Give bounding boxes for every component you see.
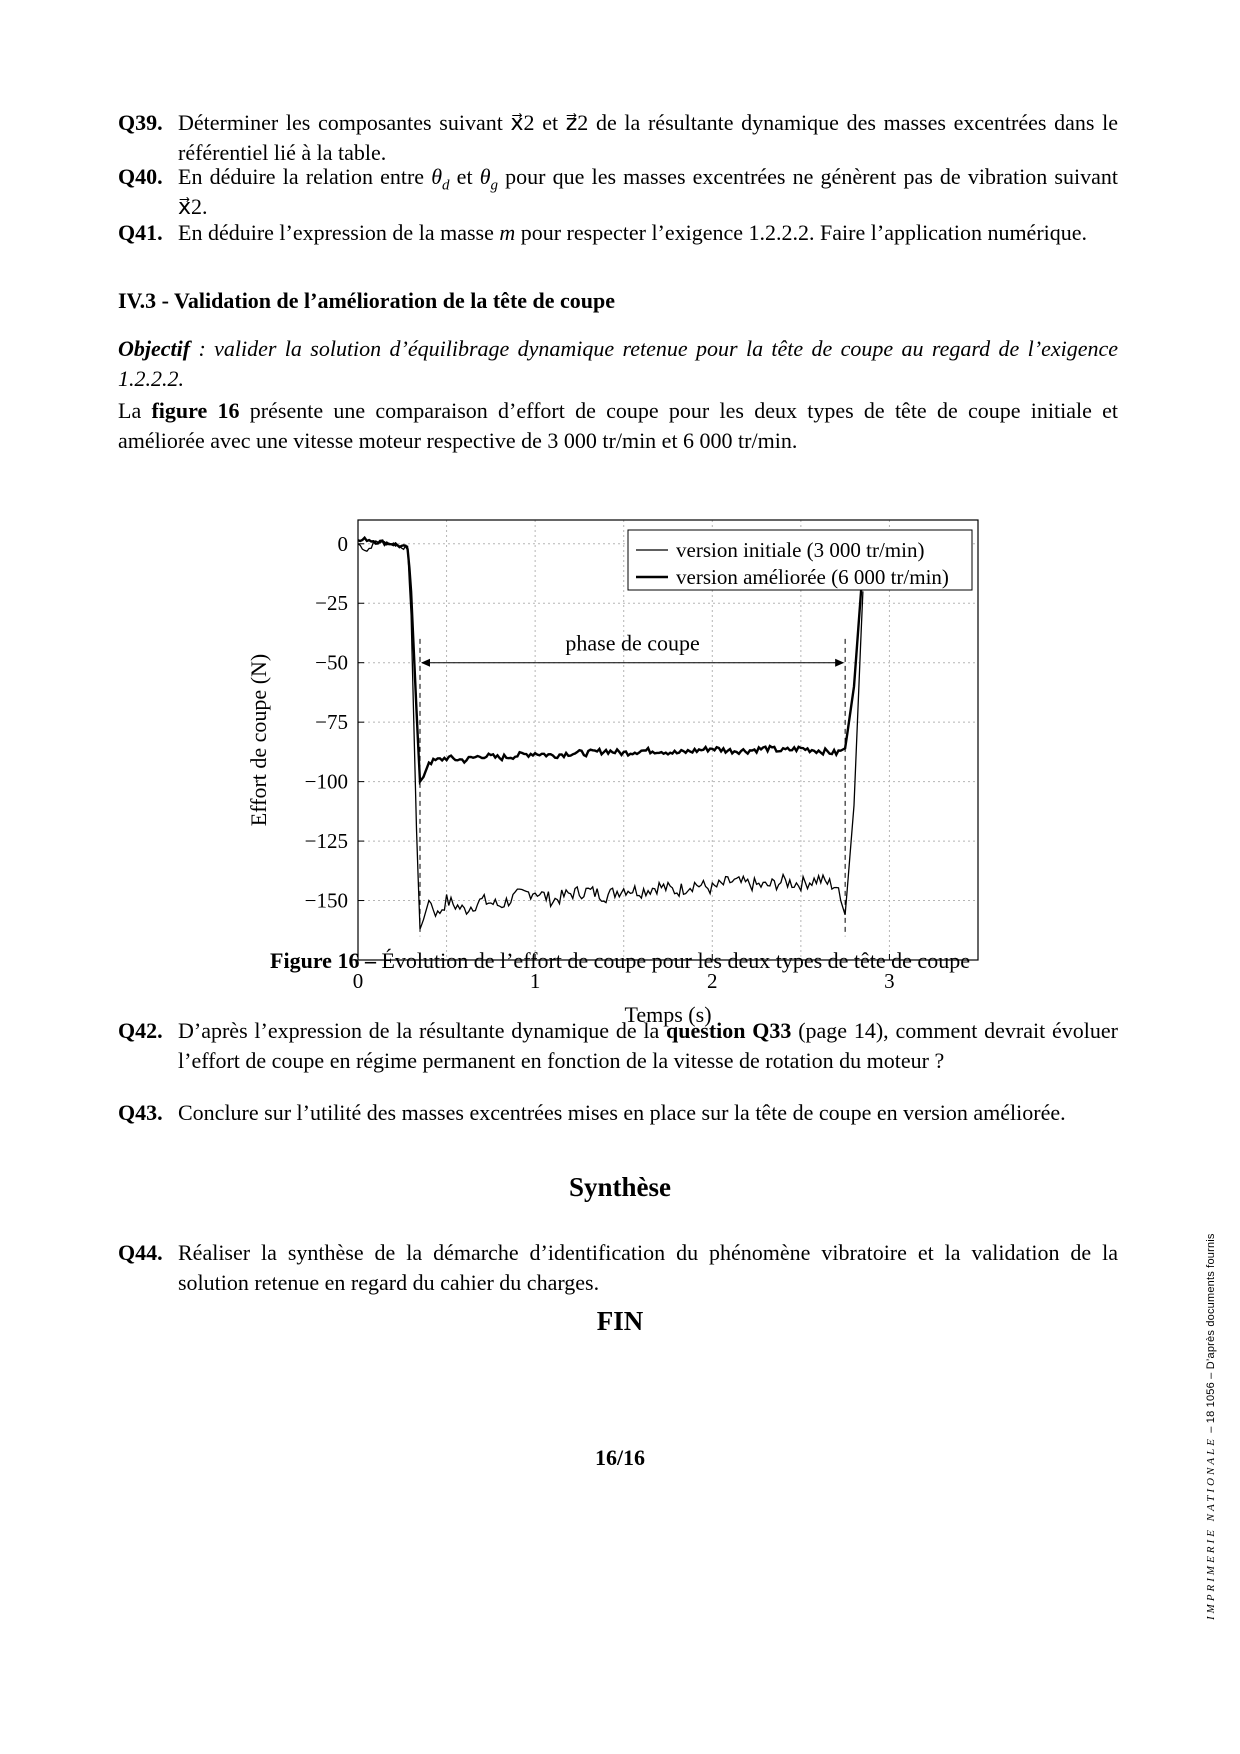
series-line-initiale: [358, 541, 863, 929]
legend-label: version améliorée (6 000 tr/min): [676, 565, 949, 589]
intro-paragraph: La figure 16 présente une comparaison d’effort de coupe pour les deux types de tête de coupe initiale et améliorée avec une vitesse moteur respective de 3 000 tr/min et 6 000 tr/min.: [118, 398, 1119, 453]
y-tick-label: −100: [304, 769, 348, 794]
phase-arrow-head-right: [835, 659, 844, 667]
figure-caption: Figure 16 – Évolution de l’effort de coupe pour les deux types de tête de coupe: [270, 948, 970, 973]
question-q42: [118, 1016, 1118, 1076]
y-tick-label: −25: [315, 591, 348, 616]
question-text: En déduire l’expression de la masse m pour respecter l’exigence 1.2.2.2. Faire l’application numérique.: [178, 220, 1088, 245]
x-axis-label: Temps (s): [624, 1002, 712, 1027]
section-heading: IV.3 - Validation de l’amélioration de la tête de coupe: [118, 288, 616, 313]
fin-heading: FIN: [596, 1306, 644, 1336]
question-number: Q43.: [118, 1100, 163, 1125]
question-q39: [118, 108, 1118, 168]
page-number: 16/16: [594, 1445, 646, 1470]
y-tick-label: −50: [315, 650, 348, 675]
legend-label: version initiale (3 000 tr/min): [676, 538, 925, 562]
x-tick-label: 0: [352, 969, 364, 993]
question-number: Q41.: [118, 220, 163, 245]
question-number: Q44.: [118, 1240, 163, 1265]
phase-label: phase de coupe: [565, 630, 700, 656]
question-q40: [118, 162, 1118, 222]
x-tick-label: 3: [884, 969, 895, 993]
x-tick-label: 2: [707, 969, 718, 993]
y-axis-label: Effort de coupe (N): [246, 653, 271, 827]
printer-note: IMPRIMERIE NATIONALE – 18 1056 – D’après documents fournis: [1205, 1233, 1217, 1620]
y-tick-label: −125: [304, 829, 348, 854]
question-text: D’après l’expression de la résultante dynamique de la question Q33 (page 14), comment devrait évoluer l’effort de coupe en régime permanent en fonction de la vitesse de rotation du moteur ?: [178, 1018, 1118, 1073]
y-tick-label: −150: [304, 888, 348, 913]
x-tick-label: 1: [529, 969, 541, 993]
phase-arrow-head-left: [421, 659, 430, 667]
y-tick-label: 0: [337, 531, 348, 556]
question-number: Q42.: [118, 1018, 163, 1043]
question-q41: [118, 218, 1118, 248]
figure-ref: figure 16: [151, 398, 240, 423]
question-text: En déduire la relation entre $\theta_d$ et $\theta_g$ pour que les masses excentrées ne génèrent pas de vibration suivant x⃗2.: [178, 164, 1118, 219]
question-text: Conclure sur l’utilité des masses excentrées mises en place sur la tête de coupe en version améliorée.: [178, 1100, 1066, 1125]
question-q44: [118, 1238, 1118, 1298]
question-text: Déterminer les composantes suivant x⃗2 et z⃗2 de la résultante dynamique des masses excentrées dans le référentiel lié à la table.: [178, 110, 1118, 165]
synthese-heading: Synthèse: [568, 1172, 671, 1202]
question-q43: [118, 1098, 1118, 1128]
objective-paragraph: Objectif : valider la solution d’équilibrage dynamique retenue pour la tête de coupe au regard de l’exigence 1.2.2.2.: [118, 336, 1118, 391]
objective-label: Objectif: [118, 336, 191, 361]
question-text: Réaliser la synthèse de la démarche d’identification du phénomène vibratoire et la validation de la solution retenue en regard du cahier du charges.: [178, 1240, 1118, 1295]
question-number: Q40.: [118, 164, 163, 189]
question-number: Q39.: [118, 110, 163, 135]
y-tick-label: −75: [315, 710, 348, 735]
